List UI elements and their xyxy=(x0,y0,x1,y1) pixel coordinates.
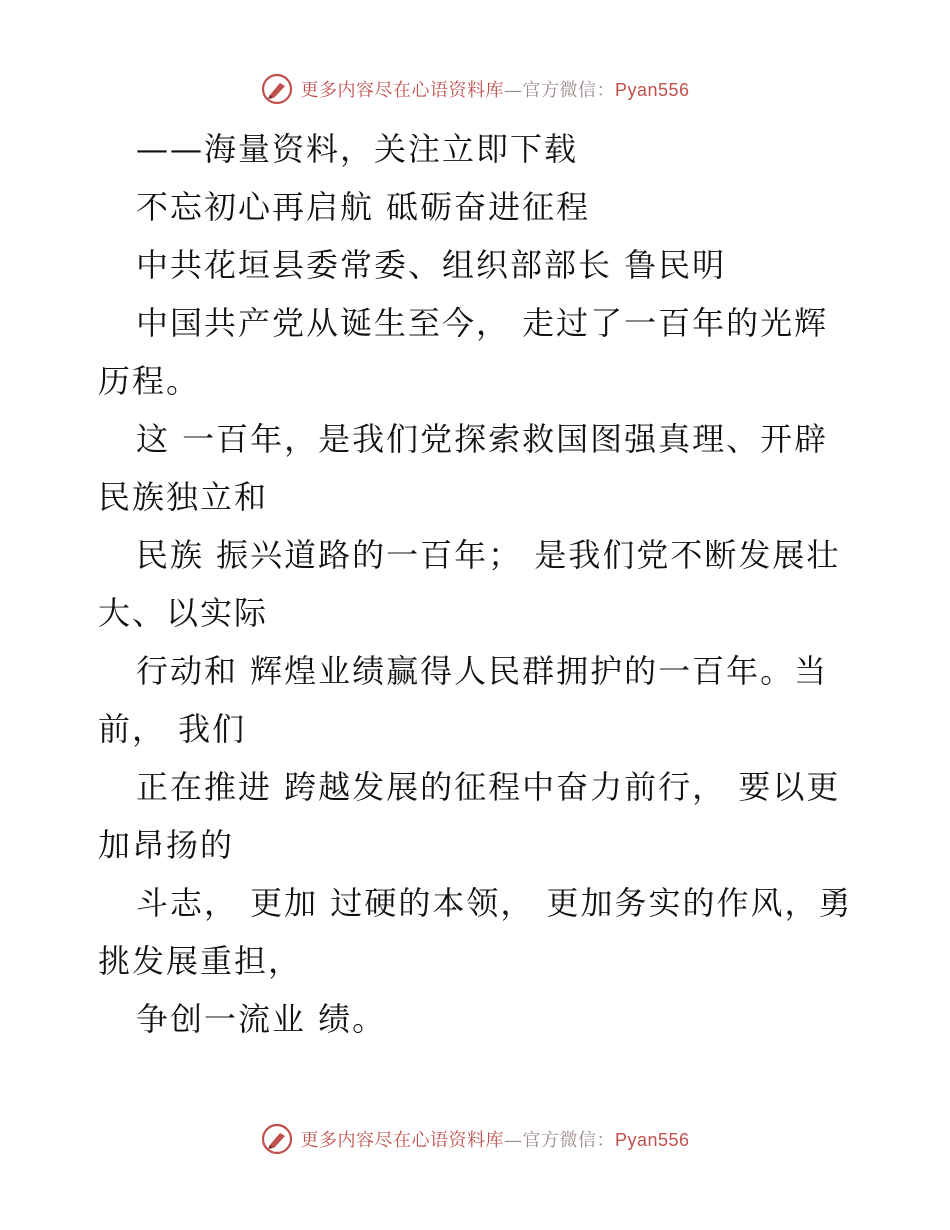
header-brand-text: 更多内容尽在心语资料库 xyxy=(300,80,504,101)
footer-wechat-id: Pyan556 xyxy=(614,1130,690,1150)
document-body xyxy=(98,120,858,1048)
page-footer xyxy=(0,1122,950,1156)
pen-nib-logo-icon xyxy=(260,1122,294,1156)
paragraph-body: 这 一百年，是我们党探索救国图强真理、开辟民族独立和 xyxy=(98,420,829,516)
pen-nib-logo-icon xyxy=(260,72,294,106)
header-wechat-id: Pyan556 xyxy=(614,80,690,100)
paragraph-body: 正在推进 跨越发展的征程中奋力前行， 要以更加昂扬的 xyxy=(98,768,841,864)
paragraph-body: 中国共产党从诞生至今， 走过了一百年的光辉历程。 xyxy=(98,304,829,400)
footer-separator-text: —官方微信： xyxy=(503,1130,615,1151)
footer-banner xyxy=(300,1126,689,1152)
paragraph-title: 不忘初心再启航 砥砺奋进征程 xyxy=(136,188,591,226)
paragraph-intro: ——海量资料，关注立即下载 xyxy=(136,130,579,168)
header-banner xyxy=(300,76,689,102)
paragraph-author: 中共花垣县委常委、组织部部长 鲁民明 xyxy=(136,246,727,284)
paragraph-body: 争创一流业 绩。 xyxy=(136,1000,387,1038)
footer-brand-text: 更多内容尽在心语资料库 xyxy=(300,1130,504,1151)
paragraph-body: 斗志， 更加 过硬的本领， 更加务实的作风，勇挑发展重担， xyxy=(98,884,853,980)
header-separator-text: —官方微信： xyxy=(503,80,615,101)
page-header xyxy=(0,72,950,106)
paragraph-body: 民族 振兴道路的一百年； 是我们党不断发展壮大、以实际 xyxy=(98,536,841,632)
paragraph-body: 行动和 辉煌业绩赢得人民群拥护的一百年。当前， 我们 xyxy=(98,652,829,748)
